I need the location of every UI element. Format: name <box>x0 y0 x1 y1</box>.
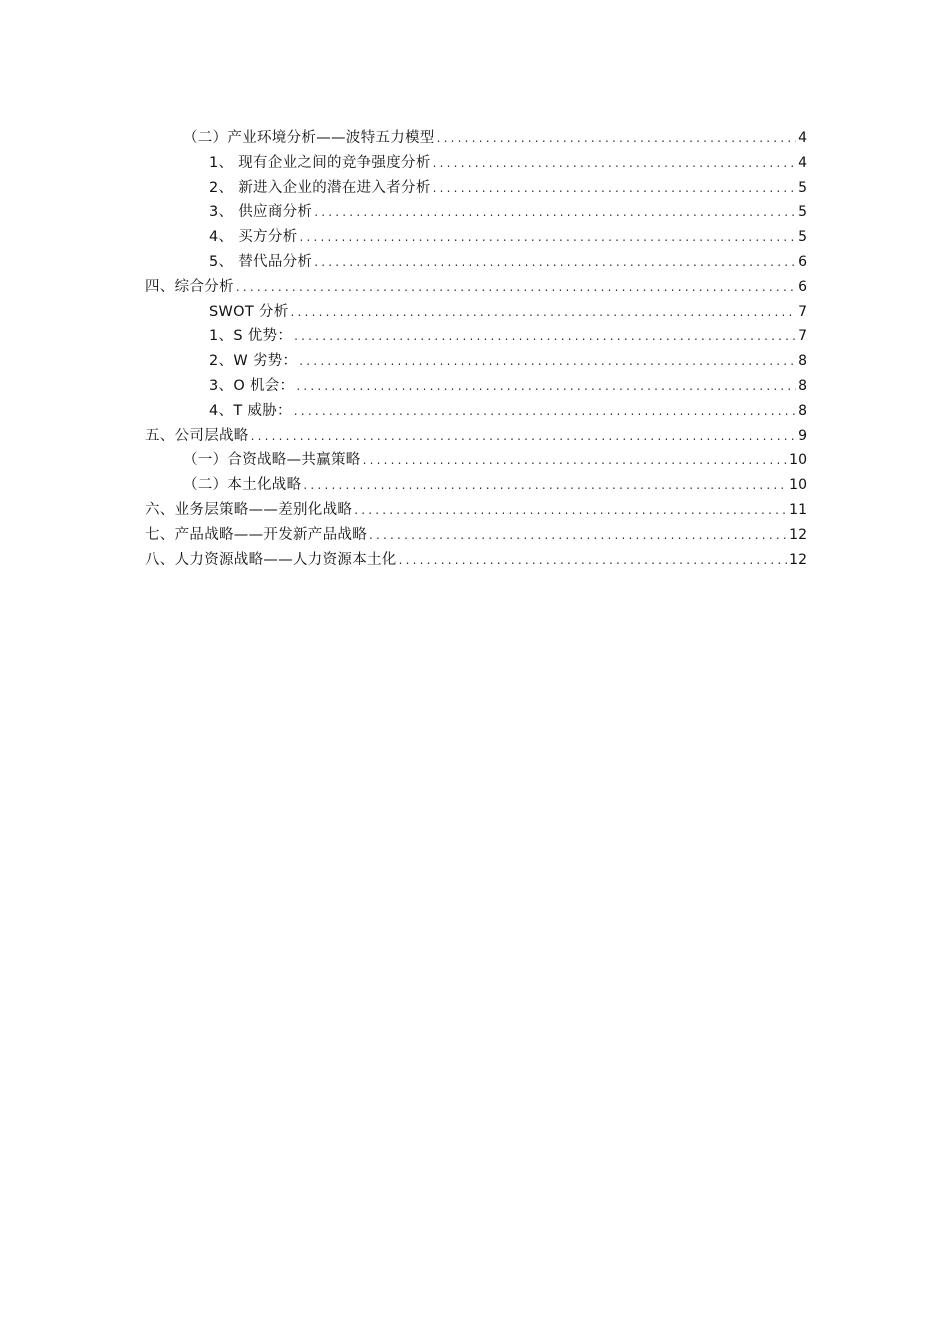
toc-entry-title: 五、公司层战略 <box>145 427 249 444</box>
toc-entry-title: 六、业务层策略——差别化战略 <box>145 501 353 518</box>
toc-dot-leader <box>294 324 796 349</box>
toc-dot-leader <box>399 548 788 573</box>
toc-entry-page: 5 <box>798 229 807 246</box>
toc-entry[interactable] <box>145 176 807 201</box>
toc-entry[interactable] <box>145 473 807 498</box>
toc-entry[interactable] <box>145 399 807 424</box>
toc-entry-title: 2、 新进入企业的潜在进入者分析 <box>209 179 431 196</box>
toc-entry[interactable] <box>145 300 807 325</box>
toc-entry-title: 1、S 优势： <box>209 328 293 345</box>
toc-dot-leader <box>236 275 796 300</box>
toc-entry-page: 12 <box>789 551 807 568</box>
toc-entry[interactable] <box>145 250 807 275</box>
toc-entry-page: 8 <box>798 377 807 394</box>
toc-entry[interactable] <box>145 498 807 523</box>
toc-dot-leader <box>369 523 787 548</box>
toc-dot-leader <box>291 300 797 325</box>
toc-entry-page: 5 <box>798 204 807 221</box>
toc-entry-title: 4、T 威胁： <box>209 402 292 419</box>
toc-entry-page: 7 <box>798 328 807 345</box>
toc-dot-leader <box>314 200 796 225</box>
toc-entry[interactable] <box>145 200 807 225</box>
toc-entry-title: 3、O 机会： <box>209 377 295 394</box>
toc-entry-page: 8 <box>798 353 807 370</box>
toc-dot-leader <box>433 176 796 201</box>
toc-entry-page: 9 <box>798 427 807 444</box>
toc-entry-title: 5、 替代品分析 <box>209 253 313 270</box>
toc-entry-page: 7 <box>798 303 807 320</box>
toc-entry[interactable] <box>145 424 807 449</box>
toc-entry-title: 1、 现有企业之间的竞争强度分析 <box>209 154 431 171</box>
toc-entry[interactable] <box>145 548 807 573</box>
toc-dot-leader <box>433 151 796 176</box>
toc-entry[interactable] <box>145 374 807 399</box>
toc-dot-leader <box>303 473 787 498</box>
toc-entry-title: 2、W 劣势： <box>209 353 298 370</box>
toc-entry-title: （二）本土化战略 <box>183 477 302 494</box>
toc-entry-title: 4、 买方分析 <box>209 229 298 246</box>
toc-dot-leader <box>251 424 796 449</box>
toc-entry[interactable] <box>145 523 807 548</box>
toc-entry-title: 八、人力资源战略——人力资源本土化 <box>145 551 397 568</box>
toc-entry-title: （一）合资战略—共赢策略 <box>183 452 361 469</box>
toc-entry-title: 3、 供应商分析 <box>209 204 313 221</box>
toc-entry[interactable] <box>145 225 807 250</box>
toc-entry[interactable] <box>145 275 807 300</box>
toc-entry-page: 4 <box>798 130 807 146</box>
toc-entry-title: SWOT 分析 <box>209 303 289 320</box>
toc-entry-page: 8 <box>798 402 807 419</box>
toc-dot-leader <box>363 448 788 473</box>
toc-entry-page: 4 <box>798 154 807 171</box>
toc-dot-leader <box>299 225 796 250</box>
toc-dot-leader <box>437 126 796 151</box>
toc-entry-page: 6 <box>798 253 807 270</box>
toc-entry-page: 10 <box>789 477 807 494</box>
toc-entry[interactable] <box>145 448 807 473</box>
toc-dot-leader <box>354 498 787 523</box>
toc-entry-title: 四、综合分析 <box>145 278 234 295</box>
toc-entry-page: 10 <box>789 452 807 469</box>
toc-entry-page: 6 <box>798 278 807 295</box>
toc-dot-leader <box>314 250 796 275</box>
toc-entry-page: 11 <box>789 501 807 518</box>
toc-dot-leader <box>299 349 796 374</box>
toc-entry-page: 12 <box>789 526 807 543</box>
toc-entry-page: 5 <box>798 179 807 196</box>
toc-entry[interactable] <box>145 349 807 374</box>
toc-dot-leader <box>296 374 796 399</box>
toc-entry[interactable] <box>145 151 807 176</box>
toc-entry[interactable] <box>145 324 807 349</box>
table-of-contents <box>145 126 807 572</box>
toc-entry[interactable] <box>145 126 807 151</box>
toc-entry-title: 七、产品战略——开发新产品战略 <box>145 526 367 543</box>
toc-entry-title: （二）产业环境分析——波特五力模型 <box>183 130 435 146</box>
toc-dot-leader <box>294 399 796 424</box>
